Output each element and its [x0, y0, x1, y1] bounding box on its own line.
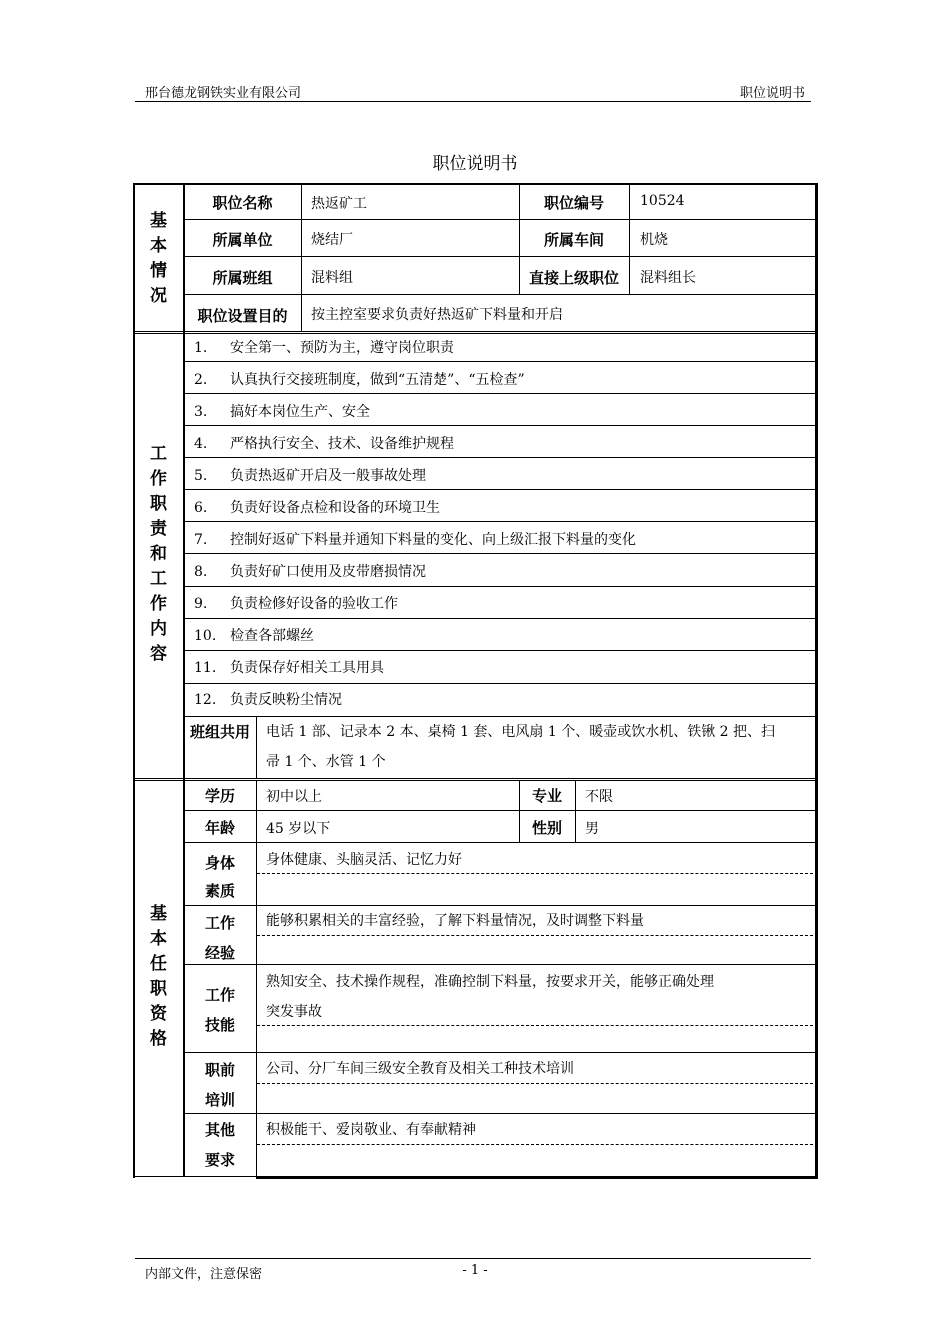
header-doc-type: 职位说明书 [739, 86, 805, 101]
age-value: 45 岁以下 [266, 821, 331, 837]
skills-label: 工作 技能 [204, 986, 235, 1034]
duty-item: 3. 搞好本岗位生产、安全 [194, 404, 370, 420]
training-label: 职前 培训 [204, 1061, 235, 1109]
skills-line1: 熟知安全、技术操作规程，准确控制下料量，按要求开关，能够正确处理 [266, 974, 714, 990]
gender-label: 性别 [531, 819, 562, 837]
header-rule [135, 101, 811, 102]
gender-value: 男 [585, 821, 599, 837]
footer-note: 内部文件，注意保密 [145, 1267, 263, 1282]
age-label: 年龄 [204, 819, 235, 837]
section-qualifications-label: 基 本 任 职 资 格 [150, 904, 167, 1049]
other-requirements-value: 积极能干、爱岗敬业、有奉献精神 [266, 1122, 476, 1138]
education-label: 学历 [204, 787, 235, 805]
shared-items-line2: 帚 1 个、水管 1 个 [266, 754, 386, 770]
position-code-value: 10524 [640, 193, 685, 209]
experience-label: 工作 经验 [204, 914, 235, 962]
shared-items-label: 班组共用 [189, 723, 250, 741]
workshop-label: 所属车间 [543, 231, 604, 249]
position-form [133, 183, 818, 1179]
physical-label: 身体 素质 [204, 854, 235, 900]
skills-line2: 突发事故 [266, 1004, 322, 1020]
education-value: 初中以上 [266, 789, 322, 805]
physical-value: 身体健康、头脑灵活、记忆力好 [266, 852, 462, 868]
team-label: 所属班组 [212, 269, 273, 287]
position-name-label: 职位名称 [212, 194, 273, 212]
duty-item: 2. 认真执行交接班制度，做到“五清楚”、“五检查” [194, 372, 525, 388]
duty-item: 8. 负责好矿口使用及皮带磨损情况 [194, 564, 426, 580]
footer-rule [135, 1258, 811, 1259]
duty-item: 12. 负责反映粉尘情况 [194, 692, 342, 708]
unit-label: 所属单位 [212, 231, 273, 249]
shared-items-line1: 电话 1 部、记录本 2 本、桌椅 1 套、电风扇 1 个、暖壶或饮水机、铁锹 2 把、扫 [266, 724, 776, 740]
other-requirements-label: 其他 要求 [204, 1121, 235, 1169]
major-label: 专业 [531, 787, 562, 805]
position-name-value: 热返矿工 [311, 196, 367, 212]
page-number: - 1 - [462, 1263, 488, 1278]
duty-item: 4. 严格执行安全、技术、设备维护规程 [194, 436, 454, 452]
superior-label: 直接上级职位 [528, 269, 619, 287]
duty-item: 11. 负责保存好相关工具用具 [194, 660, 384, 676]
header-company: 邢台德龙钢铁实业有限公司 [145, 86, 302, 101]
duty-item: 5. 负责热返矿开启及一般事故处理 [194, 468, 426, 484]
team-value: 混料组 [311, 270, 353, 286]
workshop-value: 机烧 [640, 232, 668, 248]
section-basic-label: 基 本 情 况 [150, 211, 167, 306]
document-title: 职位说明书 [432, 154, 518, 174]
unit-value: 烧结厂 [311, 232, 353, 248]
duty-item: 7. 控制好返矿下料量并通知下料量的变化、向上级汇报下料量的变化 [194, 532, 636, 548]
purpose-value: 按主控室要求负责好热返矿下料量和开启 [311, 307, 563, 323]
purpose-label: 职位设置目的 [197, 307, 288, 325]
duty-item: 10. 检查各部螺丝 [194, 628, 314, 644]
duty-item: 1. 安全第一、预防为主，遵守岗位职责 [194, 340, 454, 356]
superior-value: 混料组长 [640, 270, 696, 286]
position-code-label: 职位编号 [543, 194, 604, 212]
section-duties-label: 工 作 职 责 和 工 作 内 容 [150, 444, 167, 664]
experience-value: 能够积累相关的丰富经验，了解下料量情况，及时调整下料量 [266, 913, 644, 929]
major-value: 不限 [585, 789, 613, 805]
duty-item: 9. 负责检修好设备的验收工作 [194, 596, 398, 612]
training-value: 公司、分厂车间三级安全教育及相关工种技术培训 [266, 1061, 574, 1077]
duty-item: 6. 负责好设备点检和设备的环境卫生 [194, 500, 440, 516]
